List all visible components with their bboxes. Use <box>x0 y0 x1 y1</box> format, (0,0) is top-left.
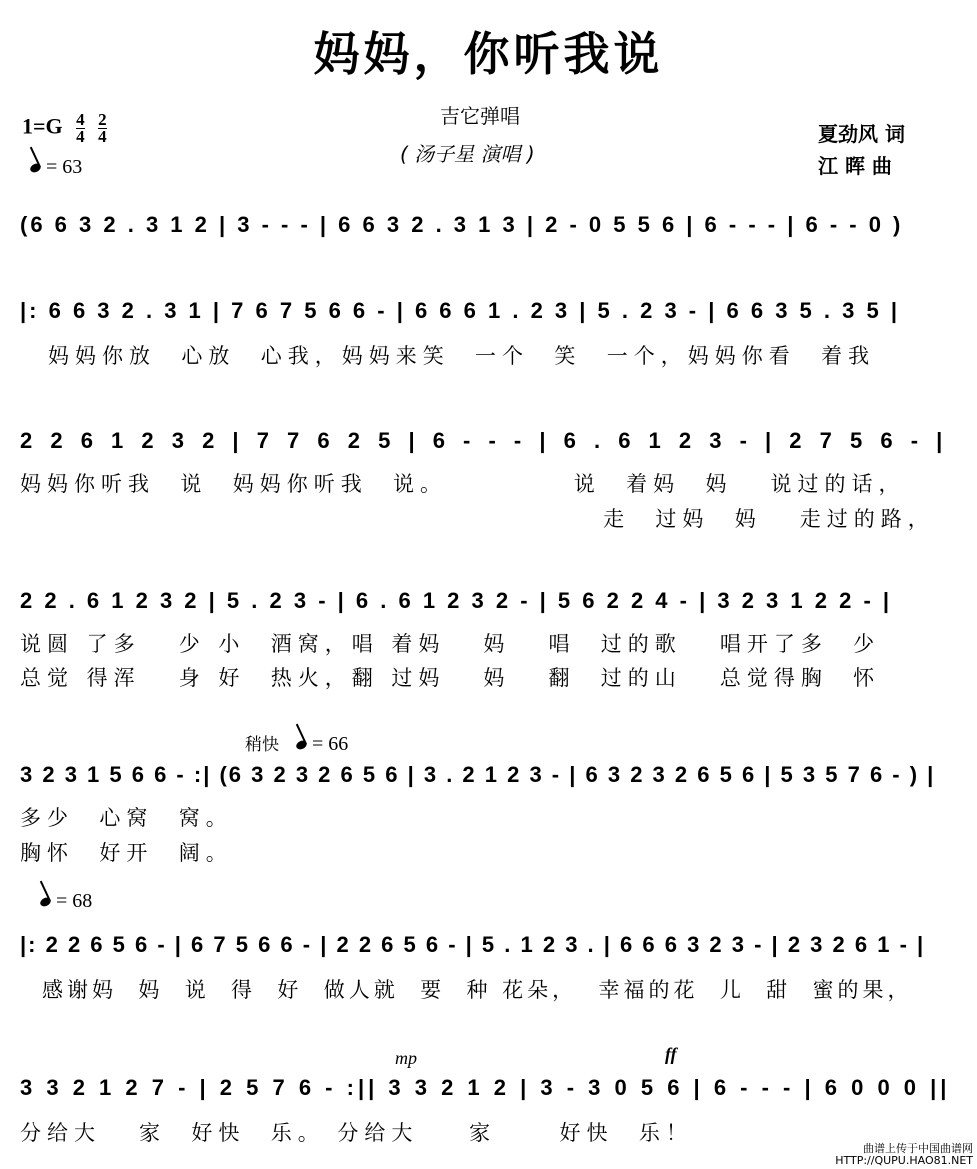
score-line-2 <box>20 298 955 378</box>
lyrics-verse-2: 总觉 得浑 身 好 热火，翻 过妈 妈 翻 过的山 总觉得胸 怀 <box>20 666 881 690</box>
jianpu-notes: |: 2 2 6 5 6 - | 6 7 5 6 6 - | 2 2 6 5 6 - | 5 . 1 2 3 . | 6 6 6 3 2 3 - | 2 3 2 6 1 - | <box>20 932 926 957</box>
score-line-7 <box>20 1075 955 1155</box>
lyrics-verse-1: 分给大 家 好快 乐。 分给大 家 好快 乐！ <box>20 1121 693 1145</box>
dynamic-mp: mp <box>395 1048 417 1068</box>
score-line-3 <box>20 428 955 538</box>
lyrics-verse-1: 说圆 了多 少 小 酒窝，唱 着妈 妈 唱 过的歌 唱开了多 少 <box>20 632 881 656</box>
score-line-6 <box>20 932 955 1012</box>
lyrics-verse-1: 多少 心窝 窝。 <box>20 806 233 830</box>
score-line-5 <box>20 762 955 872</box>
tempo-mark-1: = 63 <box>30 156 82 179</box>
watermark: 曲谱上传于中国曲谱网 HTTP://QUPU.HAO81.NET <box>835 1142 973 1167</box>
quarter-note-icon <box>39 896 52 908</box>
quarter-note-icon <box>29 162 42 174</box>
lyrics-verse-1: 妈妈你听我 说 妈妈你听我 说。 说 着妈 妈 说过的话， <box>20 472 906 496</box>
key-signature <box>22 112 107 145</box>
time-signature-4-4: $\frac{4}{4}$ <box>76 110 85 146</box>
dynamic-ff: ff <box>665 1044 677 1064</box>
time-signature-2-4: $\frac{2}{4}$ <box>98 110 107 146</box>
score-line-4 <box>20 588 955 698</box>
key-label: 1=G <box>22 113 63 139</box>
lyricist: 夏劲风 词 <box>818 122 905 146</box>
jianpu-notes: 2 2 . 6 1 2 3 2 | 5 . 2 3 - | 6 . 6 1 2 3 2 - | 5 6 2 2 4 - | 3 2 3 1 2 2 - | <box>20 588 893 613</box>
jianpu-notes: 3 2 3 1 5 6 6 - :| (6 3 2 3 2 6 5 6 | 3 . 2 1 2 3 - | 6 3 2 3 2 6 5 6 | 5 3 5 7 6 - ) | <box>20 762 936 787</box>
quarter-note-icon <box>295 739 308 751</box>
jianpu-notes: 2 2 6 1 2 3 2 | 7 7 6 2 5 | 6 - - - | 6 . 6 1 2 3 - | 2 7 5 6 - | <box>20 428 949 453</box>
tempo-mark-2: 稍快 = 66 <box>245 733 349 755</box>
lyrics-verse-2: 胸怀 好开 阔。 <box>20 841 233 865</box>
subtitle: 吉它弹唱 <box>440 104 520 128</box>
tempo-mark-3: = 68 <box>40 890 92 913</box>
jianpu-notes: (6 6 3 2 . 3 1 2 | 3 - - - | 6 6 3 2 . 3 1 3 | 2 - 0 5 5 6 | 6 - - - | 6 - - 0 ) <box>20 212 904 237</box>
page-title: 妈妈，你听我说 <box>313 27 664 81</box>
lyrics-verse-1: 感谢妈 妈 说 得 好 做人就 要 种 花朵， 幸福的花 儿 甜 蜜的果， <box>42 978 913 1002</box>
jianpu-notes: |: 6 6 3 2 . 3 1 | 7 6 7 5 6 6 - | 6 6 6 1 . 2 3 | 5 . 2 3 - | 6 6 3 5 . 3 5 | <box>20 298 900 323</box>
composer: 江 晖 曲 <box>818 154 892 178</box>
score-line-1 <box>20 212 955 252</box>
jianpu-notes: 3 3 2 1 2 7 - | 2 5 7 6 - :|| 3 3 2 1 2 | 3 - 3 0 5 6 | 6 - - - | 6 0 0 0 || <box>20 1075 951 1100</box>
lyrics-verse-1: 妈妈你放 心放 心我，妈妈来笑 一个 笑 一个，妈妈你看 着我 <box>48 344 876 368</box>
lyrics-verse-2: 走 过妈 妈 走过的路， <box>20 507 935 531</box>
performer: ( 汤子星 演唱 ) <box>400 142 535 166</box>
